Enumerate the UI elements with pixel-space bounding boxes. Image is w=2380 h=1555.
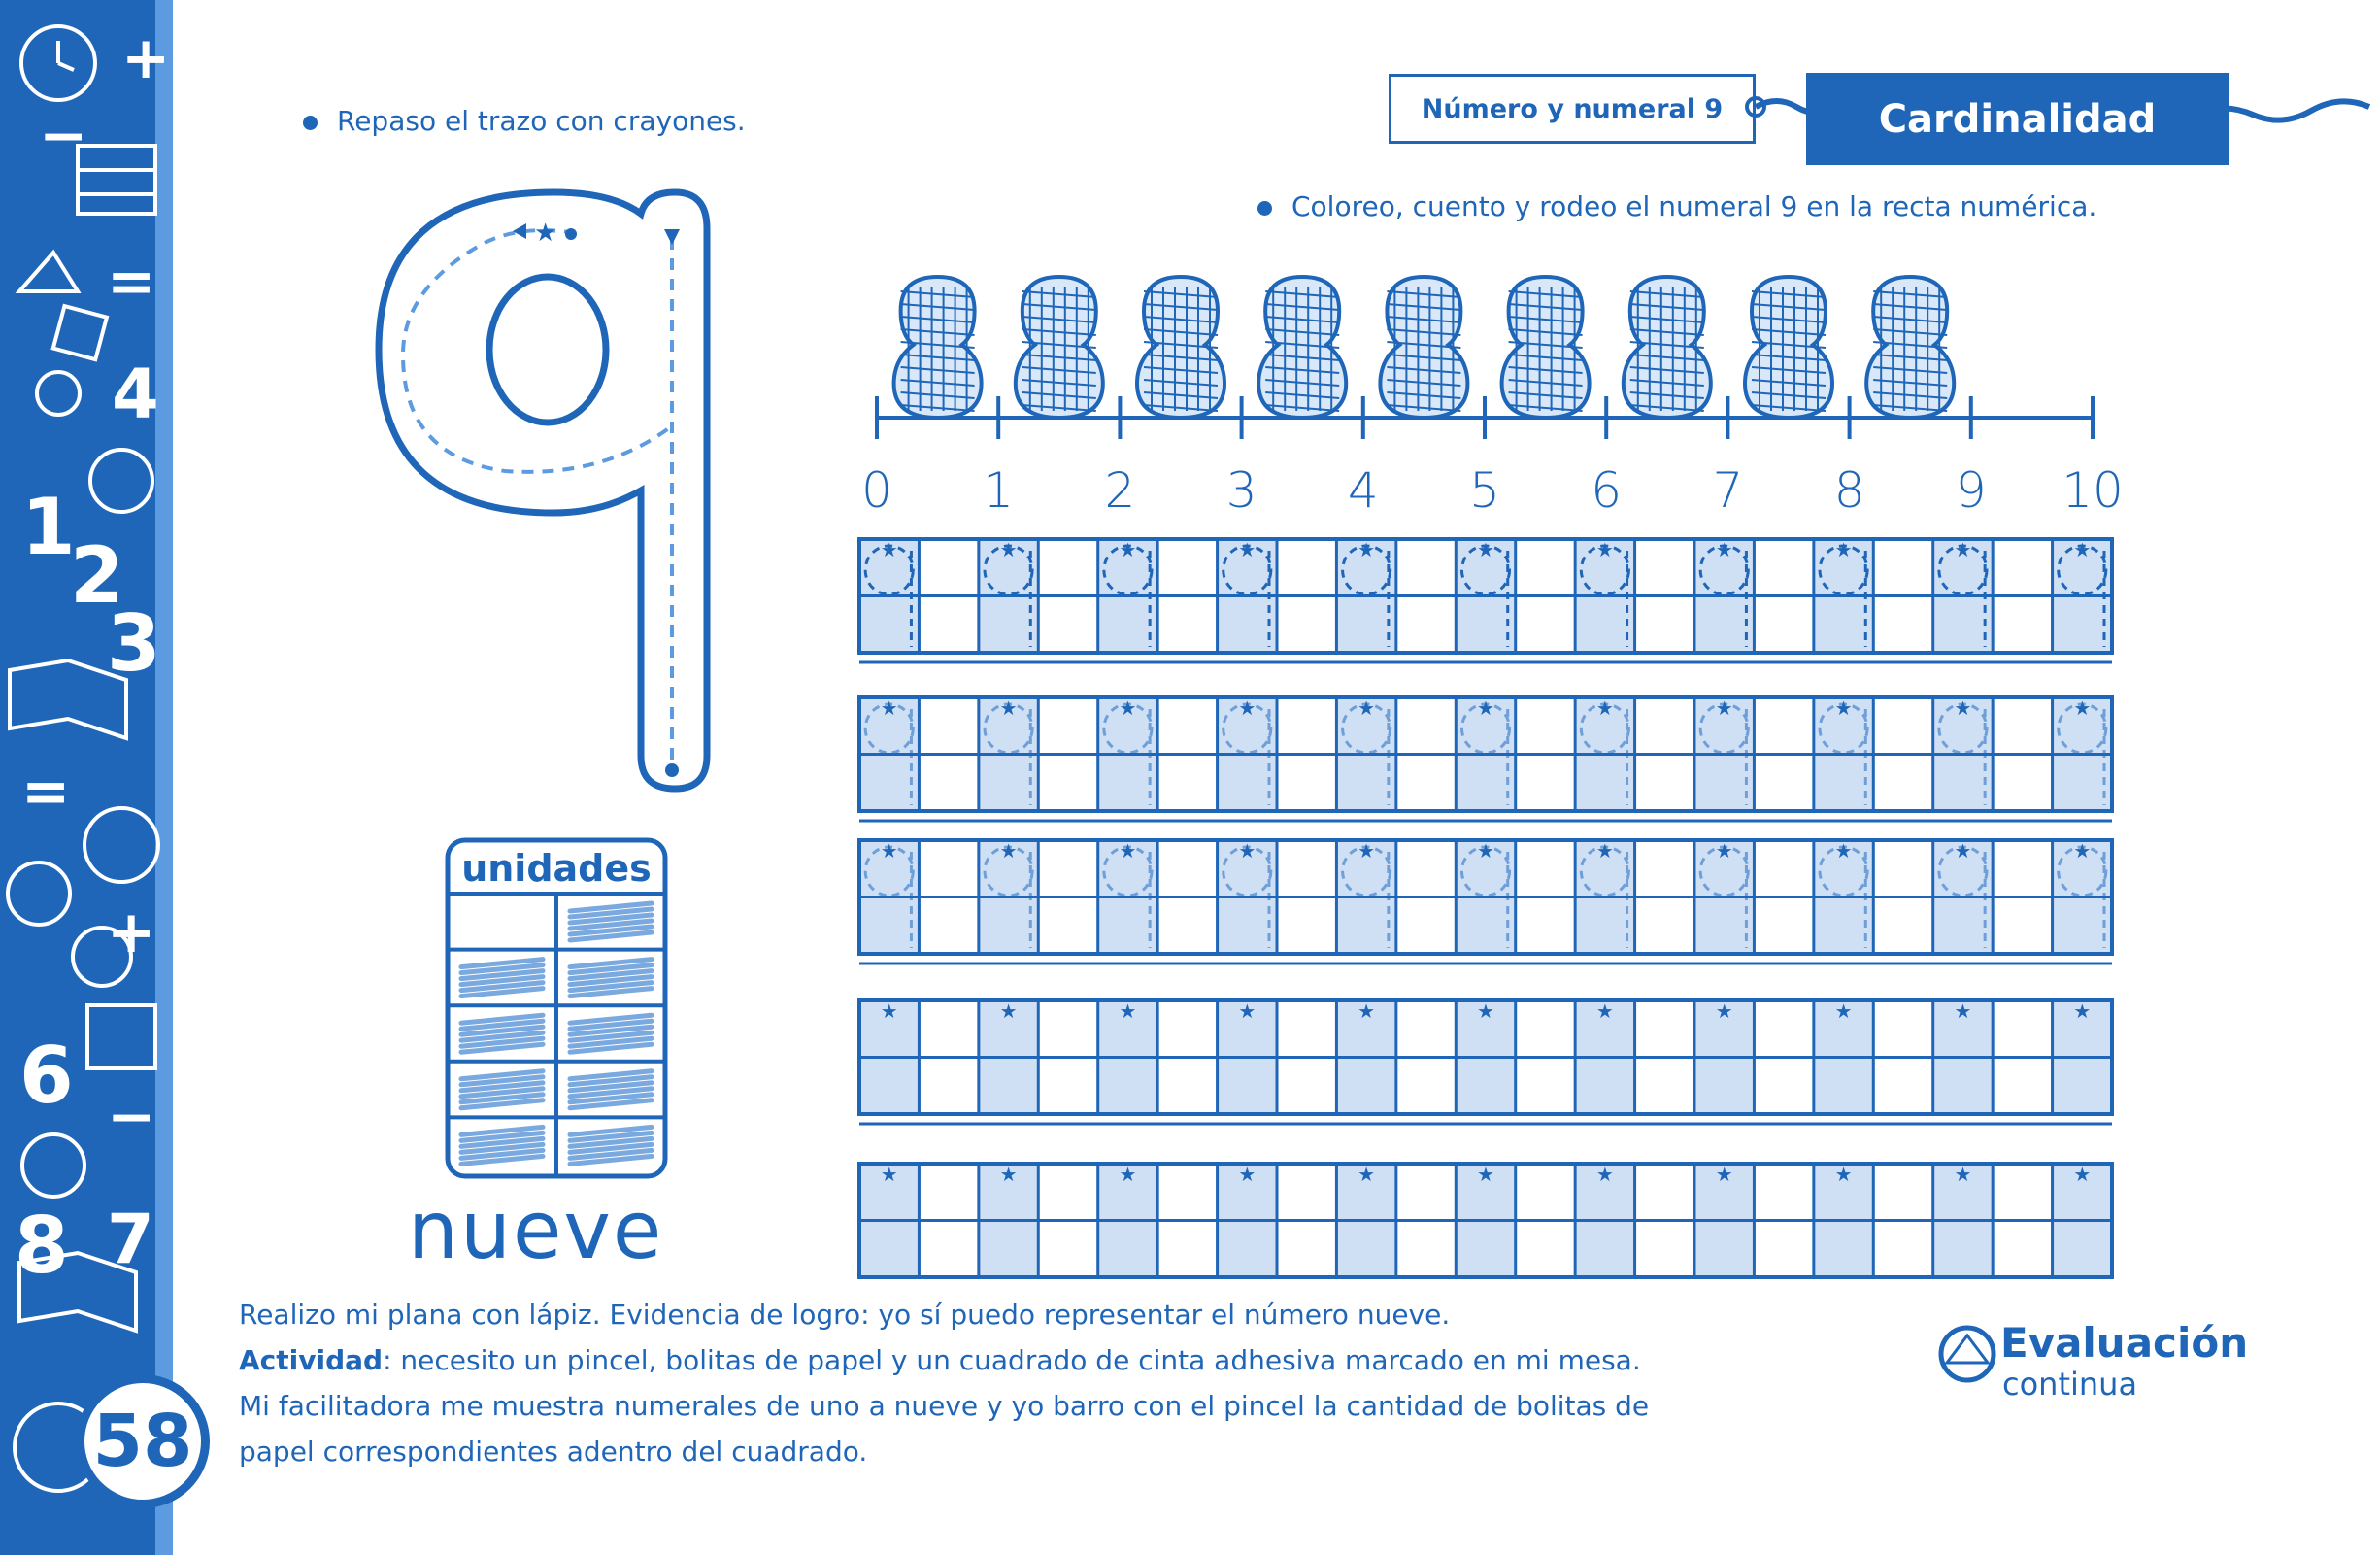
star-icon: ★ bbox=[1119, 1163, 1137, 1186]
activity-line: Actividad: necesito un pincel, bolitas de papel y un cuadrado de cinta adhesiva marcado en mi mesa. bbox=[239, 1344, 1641, 1376]
star-icon: ★ bbox=[1834, 696, 1853, 720]
side-glyph-5: 2 bbox=[70, 530, 124, 621]
side-glyph-11: 8 bbox=[15, 1200, 69, 1291]
star-icon: ★ bbox=[1477, 538, 1494, 561]
star-icon: ★ bbox=[1715, 839, 1733, 862]
star-icon: ★ bbox=[1358, 696, 1376, 720]
tick-label-6: 6 bbox=[1591, 462, 1623, 519]
star-icon: ★ bbox=[2073, 1163, 2092, 1186]
star-icon: ★ bbox=[2073, 538, 2092, 561]
star-icon: ★ bbox=[1119, 999, 1137, 1023]
side-glyph-1: − bbox=[39, 102, 88, 170]
writing-row bbox=[859, 538, 2112, 662]
star-icon: ★ bbox=[999, 999, 1018, 1023]
side-glyph-12: 7 bbox=[107, 1200, 154, 1279]
bullet-icon bbox=[303, 116, 318, 130]
peanut-icon bbox=[1016, 277, 1103, 418]
star-icon: ★ bbox=[999, 839, 1018, 862]
star-icon: ★ bbox=[1715, 538, 1733, 561]
side-glyph-9: 6 bbox=[19, 1031, 74, 1121]
instruction-count: Coloreo, cuento y rodeo el numeral 9 en la recta numérica. bbox=[1257, 190, 2096, 222]
star-icon: ★ bbox=[1595, 696, 1614, 720]
number-word: nueve bbox=[408, 1185, 664, 1277]
tick-label-5: 5 bbox=[1469, 462, 1500, 519]
star-icon: ★ bbox=[1954, 538, 1972, 561]
activity-line-4: papel correspondientes adentro del cuadrado. bbox=[239, 1436, 868, 1468]
star-icon: ★ bbox=[1358, 999, 1376, 1023]
star-icon: ★ bbox=[1834, 999, 1853, 1023]
star-icon: ★ bbox=[1595, 538, 1614, 561]
star-icon: ★ bbox=[1834, 1163, 1853, 1186]
star-icon: ★ bbox=[1358, 538, 1376, 561]
peanut-icon bbox=[1137, 277, 1224, 418]
star-icon: ★ bbox=[1238, 696, 1257, 720]
star-icon: ★ bbox=[999, 696, 1018, 720]
star-icon: ★ bbox=[1834, 538, 1853, 561]
star-icon: ★ bbox=[2073, 696, 2092, 720]
writing-row bbox=[859, 1163, 2112, 1282]
star-icon: ★ bbox=[1238, 839, 1257, 862]
star-icon: ★ bbox=[1477, 999, 1494, 1023]
star-icon: ★ bbox=[1477, 839, 1494, 862]
star-icon: ★ bbox=[880, 696, 898, 720]
side-glyph-7: = bbox=[21, 758, 71, 826]
side-glyph-6: 3 bbox=[107, 598, 161, 689]
star-icon: ★ bbox=[1715, 1163, 1733, 1186]
star-icon: ★ bbox=[1477, 1163, 1494, 1186]
units-table bbox=[445, 837, 668, 1179]
triangle-icon bbox=[19, 253, 78, 291]
evaluation-title: Evaluación bbox=[2000, 1319, 2249, 1367]
instruction-trace: Repaso el trazo con crayones. bbox=[303, 105, 746, 137]
star-icon: ★ bbox=[999, 538, 1018, 561]
tick-label-9: 9 bbox=[1955, 462, 1987, 519]
star-icon: ★ bbox=[534, 219, 557, 248]
side-glyph-3: 4 bbox=[112, 355, 159, 434]
apple-icon bbox=[8, 862, 70, 925]
star-icon: ★ bbox=[880, 839, 898, 862]
apple-icon bbox=[22, 1134, 84, 1197]
peanut-icon bbox=[894, 277, 982, 418]
star-icon: ★ bbox=[1358, 839, 1376, 862]
peanut-icon bbox=[1502, 277, 1590, 418]
star-icon: ★ bbox=[1595, 1163, 1614, 1186]
category-tag: Cardinalidad bbox=[1806, 73, 2229, 165]
writing-row bbox=[859, 839, 2112, 963]
star-icon: ★ bbox=[1477, 696, 1494, 720]
abacus-icon bbox=[78, 146, 155, 214]
side-glyph-4: 1 bbox=[21, 482, 76, 572]
globe-icon bbox=[1937, 1324, 1997, 1384]
star-icon: ★ bbox=[1595, 839, 1614, 862]
tick-label-8: 8 bbox=[1833, 462, 1865, 519]
square-icon bbox=[53, 306, 107, 359]
star-icon: ★ bbox=[880, 1163, 898, 1186]
star-icon: ★ bbox=[1119, 839, 1137, 862]
page-number: 58 bbox=[76, 1374, 210, 1508]
star-icon: ★ bbox=[2073, 839, 2092, 862]
number-line bbox=[855, 253, 2136, 534]
star-icon: ★ bbox=[1954, 1163, 1972, 1186]
tick-label-3: 3 bbox=[1225, 462, 1257, 519]
side-glyph-10: − bbox=[107, 1083, 156, 1151]
side-glyph-8: + bbox=[107, 898, 156, 966]
sidebar-decorations bbox=[0, 0, 173, 1555]
tick-label-0: 0 bbox=[861, 462, 892, 519]
star-icon: ★ bbox=[1715, 696, 1733, 720]
tick-label-7: 7 bbox=[1712, 462, 1744, 519]
writing-row bbox=[859, 696, 2112, 821]
tick-label-1: 1 bbox=[983, 462, 1015, 519]
star-icon: ★ bbox=[1954, 999, 1972, 1023]
clock-icon bbox=[84, 808, 158, 882]
abacus-icon bbox=[87, 1005, 155, 1068]
star-icon: ★ bbox=[1954, 696, 1972, 720]
writing-grid bbox=[855, 534, 2117, 1282]
star-icon: ★ bbox=[880, 999, 898, 1023]
units-header: unidades bbox=[461, 847, 652, 890]
peanut-icon bbox=[1258, 277, 1346, 418]
star-icon: ★ bbox=[1119, 696, 1137, 720]
side-glyph-0: + bbox=[121, 24, 171, 92]
end-dot-icon bbox=[665, 763, 679, 777]
peanut-icon bbox=[1866, 277, 1954, 418]
evaluation-subtitle: continua bbox=[2002, 1366, 2138, 1403]
star-icon: ★ bbox=[1238, 538, 1257, 561]
star-icon: ★ bbox=[999, 1163, 1018, 1186]
star-icon: ★ bbox=[1238, 999, 1257, 1023]
start-dot-icon bbox=[565, 228, 577, 240]
apple-icon bbox=[90, 450, 152, 512]
tracing-numeral-nine bbox=[359, 175, 719, 806]
peanut-icon bbox=[1624, 277, 1711, 418]
star-icon: ★ bbox=[880, 538, 898, 561]
bullet-icon bbox=[1257, 201, 1272, 216]
star-icon: ★ bbox=[1358, 1163, 1376, 1186]
bottom-instructions bbox=[239, 1292, 1948, 1474]
topic-label: Número y numeral 9 bbox=[1389, 74, 1756, 144]
star-icon: ★ bbox=[1834, 839, 1853, 862]
activity-line-3: Mi facilitadora me muestra numerales de uno a nueve y yo barro con el pincel la cantidad de bolitas de bbox=[239, 1390, 1650, 1422]
achievement-line: Realizo mi plana con lápiz. Evidencia de logro: yo sí puedo representar el número nueve. bbox=[239, 1299, 1451, 1331]
side-glyph-2: = bbox=[107, 248, 156, 316]
numeral-inner bbox=[489, 277, 606, 423]
circle-icon bbox=[37, 372, 80, 415]
peanut-icon bbox=[1380, 277, 1467, 418]
star-icon: ★ bbox=[1238, 1163, 1257, 1186]
peanut-icon bbox=[1745, 277, 1832, 418]
activity-label: Actividad bbox=[239, 1344, 384, 1376]
star-icon: ★ bbox=[1954, 839, 1972, 862]
star-icon: ★ bbox=[1119, 538, 1137, 561]
tick-label-4: 4 bbox=[1347, 462, 1379, 519]
star-icon: ★ bbox=[1715, 999, 1733, 1023]
star-icon: ★ bbox=[1595, 999, 1614, 1023]
tick-label-10: 10 bbox=[2062, 462, 2124, 519]
star-icon: ★ bbox=[2073, 999, 2092, 1023]
tick-label-2: 2 bbox=[1104, 462, 1136, 519]
writing-row bbox=[859, 999, 2112, 1124]
